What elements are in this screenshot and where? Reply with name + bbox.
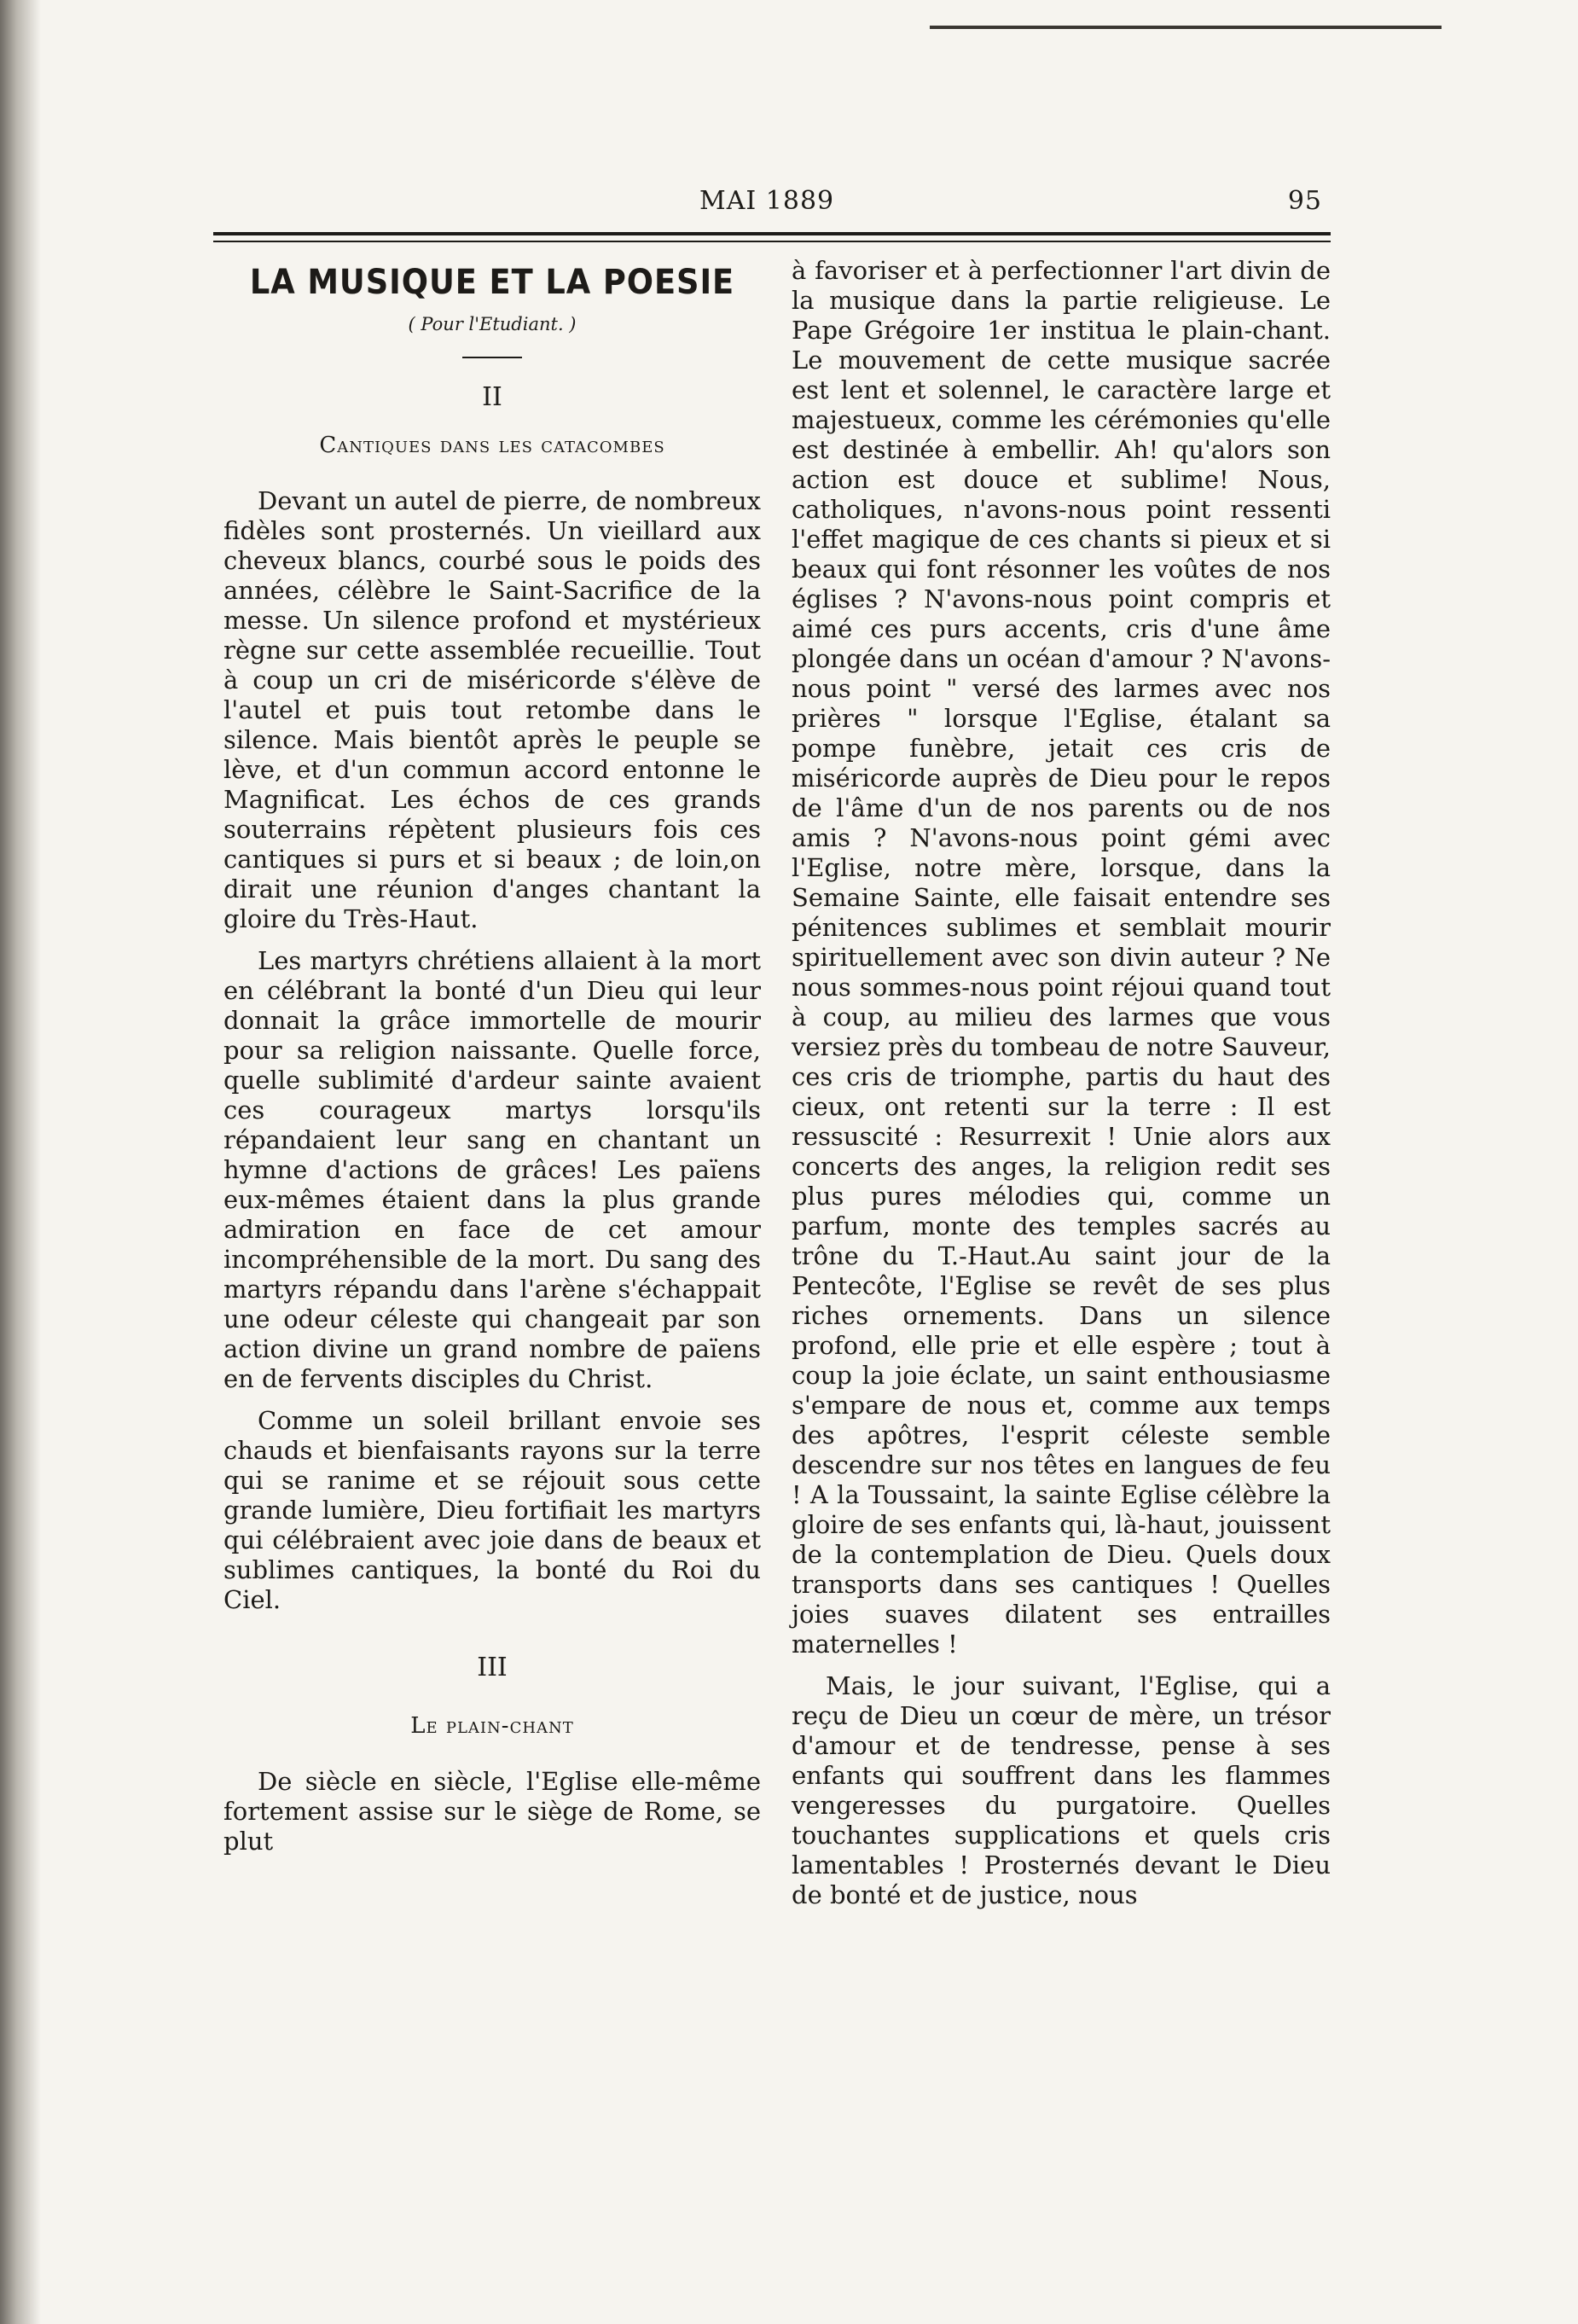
binding-edge-shadow bbox=[0, 0, 41, 2324]
paragraph: Comme un soleil brillant envoie ses chauds et bienfaisants rayons sur la terre qui se ranime et se réjouit sous cette grande lumière, Dieu fortifiait les martyrs qui célébraient avec joie dans de beaux et sublimes cantiques, la bonté du Roi du Ciel. bbox=[223, 1406, 761, 1614]
paragraph: De siècle en siècle, l'Eglise elle-même fortement assise sur le siège de Rome, se plut bbox=[223, 1767, 761, 1856]
section-heading-catacombes: Cantiques dans les catacombes bbox=[319, 433, 665, 458]
left-column bbox=[223, 256, 761, 1856]
header-rule-thin bbox=[213, 241, 1331, 242]
paragraph: Les martyrs chrétiens allaient à la mort en célébrant la bonté d'un Dieu qui leur donnait la grâce immortelle de mourir pour sa religion naissante. Quelle force, quelle sublimité d'ardeur sainte avaient ces courageux martys lorsqu'ils répandaient leur sang en chantant un hymne d'actions de grâces! Les païens eux-mêmes étaient dans la plus grande admiration en face de cet amour incompréhensible de la mort. Du sang des martyrs répandu dans l'arène s'échappait une odeur céleste qui changeait par son action divine un grand nombre de païens en de fervents disciples du Christ. bbox=[223, 946, 761, 1393]
paragraph: Mais, le jour suivant, l'Eglise, qui a reçu de Dieu un cœur de mère, un trésor d'amour et de tendresse, pense à ses enfants qui souffrent dans les flammes vengeresses du purgatoire. Quelles touchantes supplications et quels cris lamentables ! Prosternés devant le Dieu de bonté et de justice, nous bbox=[792, 1671, 1331, 1909]
title-divider bbox=[462, 357, 522, 358]
article-subtitle: ( Pour l'Etudiant. ) bbox=[408, 314, 577, 334]
section-spacer bbox=[223, 1615, 761, 1653]
section-numeral-iii: III bbox=[477, 1653, 508, 1682]
section-numeral-ii: II bbox=[482, 382, 502, 412]
header-rule-thick bbox=[213, 232, 1331, 235]
page-number: 95 bbox=[1287, 186, 1322, 216]
top-edge-mark bbox=[930, 26, 1442, 29]
paragraph: Devant un autel de pierre, de nombreux fidèles sont prosternés. Un vieillard aux cheveux blancs, courbé sous le poids des années, célèbre le Saint-Sacrifice de la messe. Un silence profond et mystérieux règne sur cette assemblée recueillie. Tout à coup un cri de miséricorde s'élève de l'autel et puis tout retombe dans le silence. Mais bientôt après le peuple se lève, et d'un commun accord entonne le Magnificat. Les échos de ces grands souterrains répètent plusieurs fois ces cantiques si purs et si beaux ; de loin,on dirait une réunion d'anges chantant la gloire du Très-Haut. bbox=[223, 486, 761, 933]
section-heading-plain-chant: Le plain-chant bbox=[410, 1713, 574, 1739]
article-title: LA MUSIQUE ET LA POESIE bbox=[249, 263, 735, 302]
right-column bbox=[792, 256, 1331, 1910]
paragraph: à favoriser et à perfectionner l'art divin de la musique dans la partie religieuse. Le Pape Grégoire 1er institua le plain-chant. Le mouvement de cette musique sacrée est lent et solennel, le caractère large et majestueux, comme les cérémonies qu'elle est destinée à embellir. Ah! qu'alors son action est douce et sublime! Nous, catholiques, n'avons-nous point ressenti l'effet magique de ces chants si pieux et si beaux qui font résonner les voûtes de nos églises ? N'avons-nous point compris et aimé ces purs accents, cris d'une âme plongée dans un océan d'amour ? N'avons-nous point " versé des larmes avec nos prières " lorsque l'Eglise, étalant sa pompe funèbre, jetait ces cris de miséricorde auprès de Dieu pour le repos de l'âme d'un de nos parents ou de nos amis ? N'avons-nous point gémi avec l'Eglise, notre mère, lorsque, dans la Semaine Sainte, elle faisait entendre ses pénitences sublimes et semblait mourir spirituellement avec son divin auteur ? Ne nous sommes-nous point réjoui quand tout à coup, au milieu des larmes que vous versiez près du tombeau de notre Sauveur, ces cris de triomphe, partis du haut des cieux, ont retenti sur la terre : Il est ressuscité : Resurrexit ! Unie alors aux concerts des anges, la religion redit ses plus pures mélodies qui, comme un parfum, monte des temples sacrés au trône du T.-Haut.Au saint jour de la Pentecôte, l'Eglise se revêt de ses plus riches ornements. Dans un silence profond, elle prie et elle espère ; tout à coup la joie éclate, un saint enthousiasme s'empare de nous et, comme aux temps des apôtres, l'esprit céleste semble descendre sur nos têtes en langues de feu ! A la Toussaint, la sainte Eglise célèbre la gloire de ses enfants qui, là-haut, jouissent de la contemplation de Dieu. Quels doux transports dans ses cantiques ! Quelles joies suaves dilatent ses entrailles maternelles ! bbox=[792, 256, 1331, 1659]
running-head bbox=[213, 186, 1322, 220]
issue-date: MAI 1889 bbox=[699, 186, 835, 216]
